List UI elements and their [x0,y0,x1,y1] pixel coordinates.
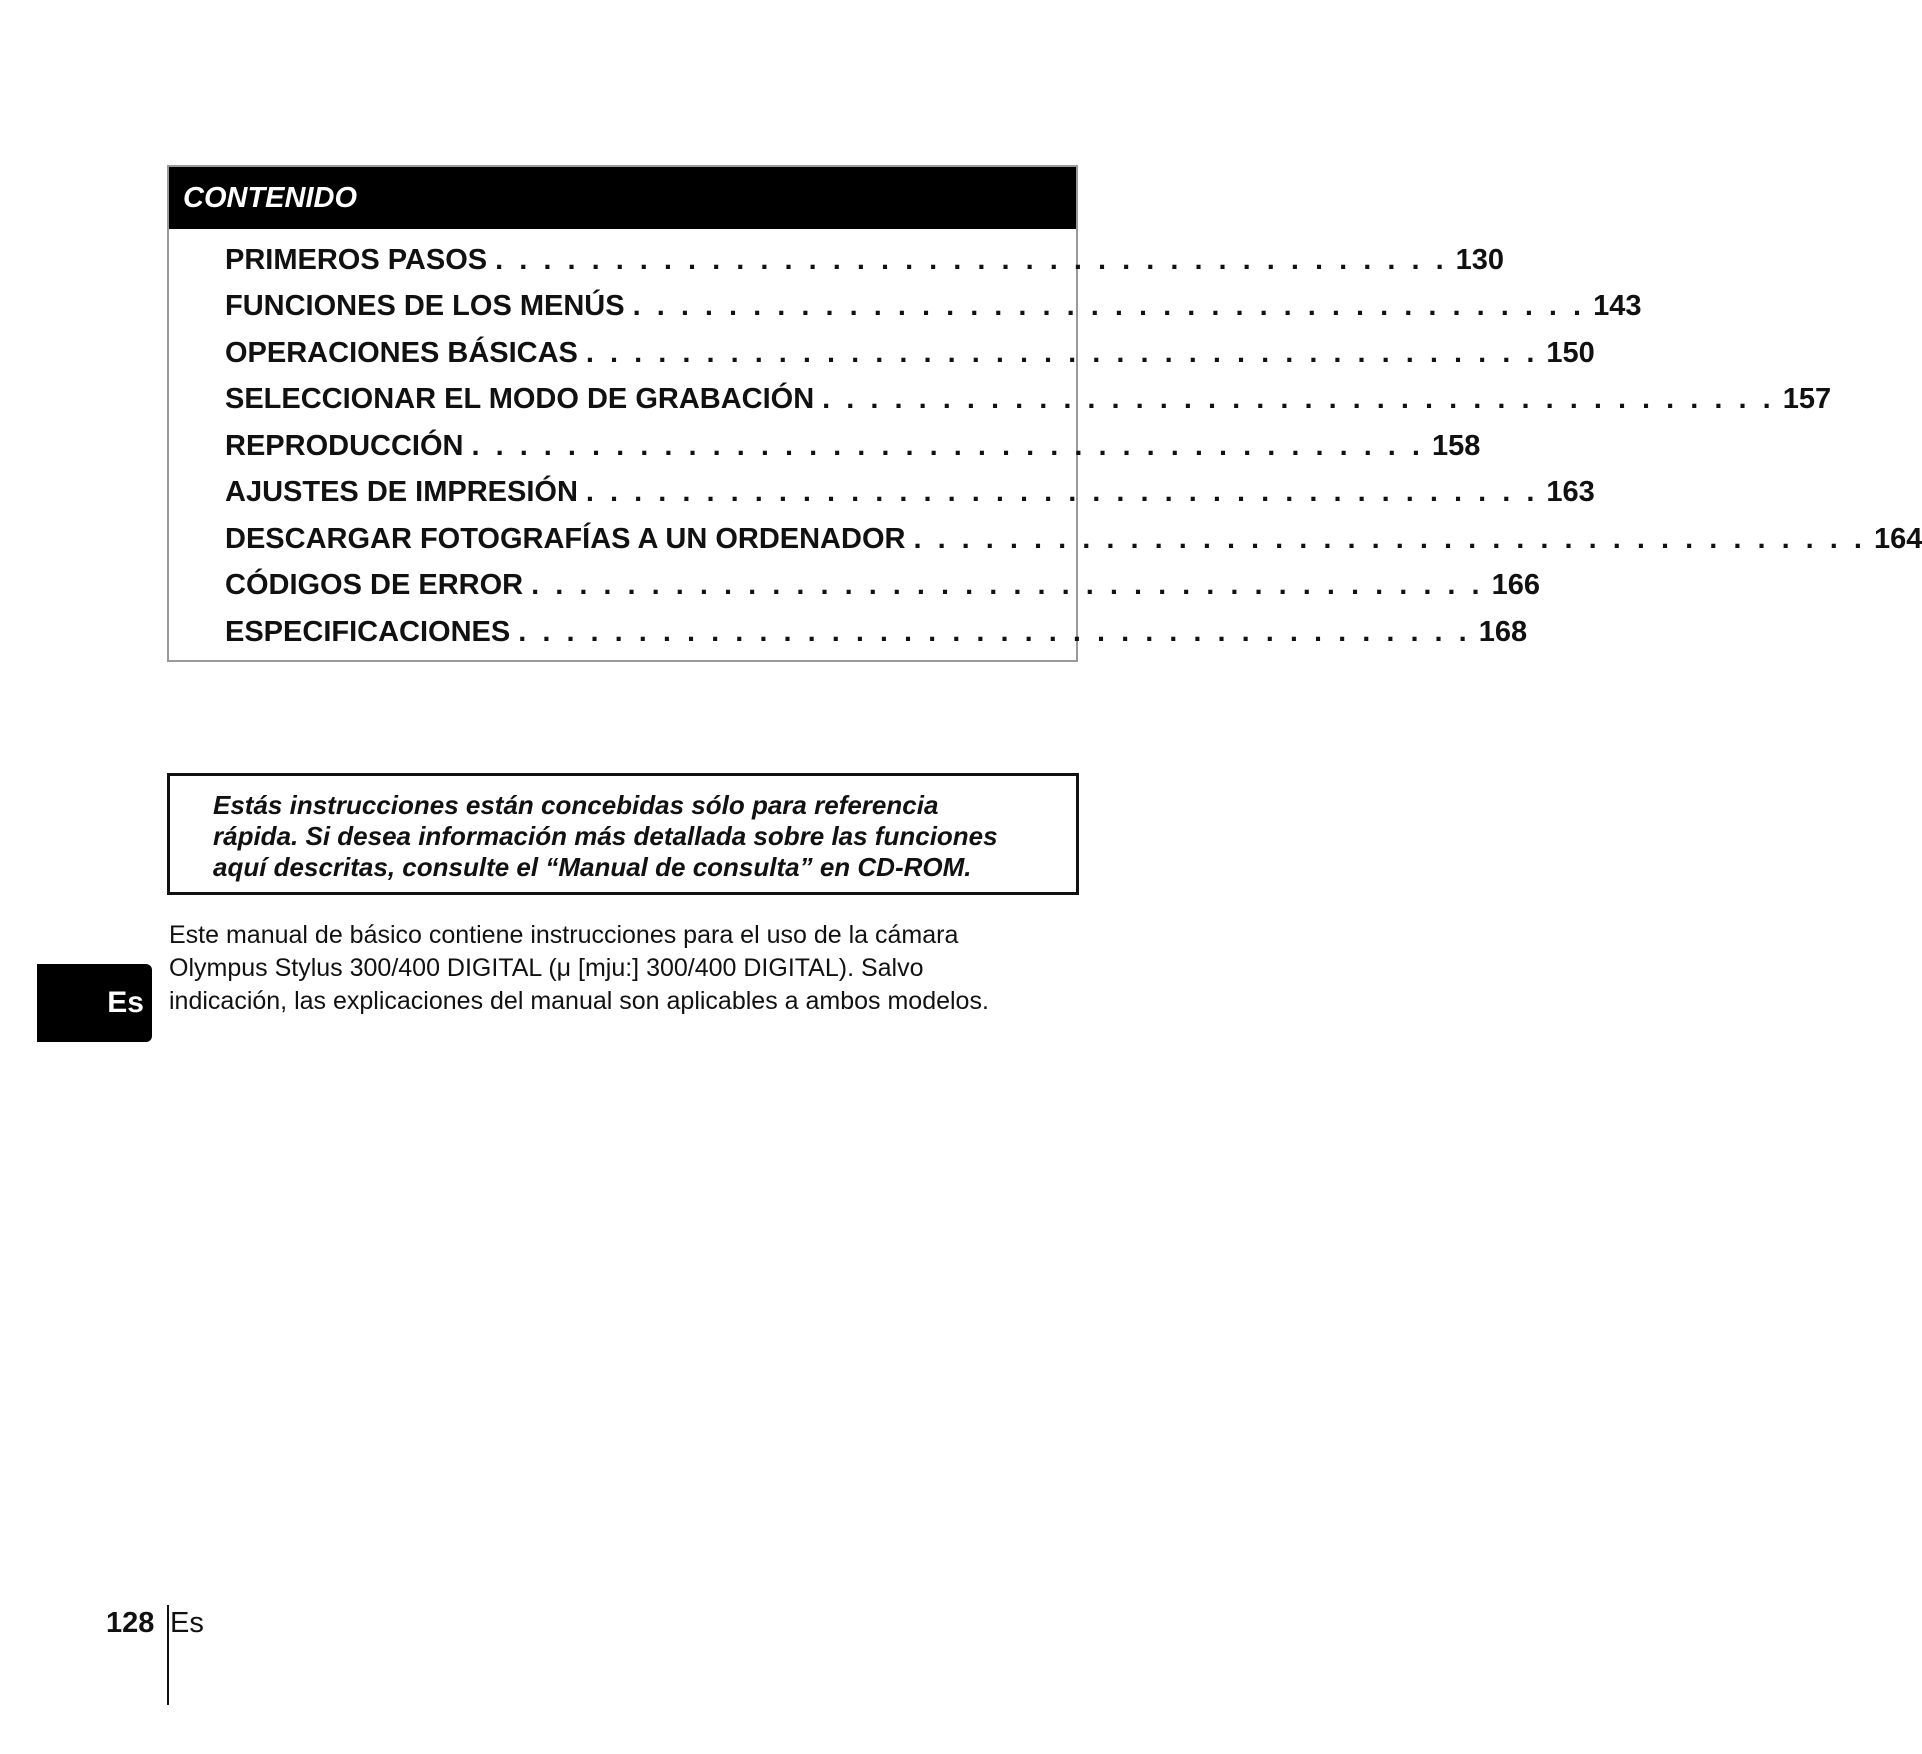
toc-entry-page: 130 [1455,243,1505,276]
toc-leader-dots: . . . . . . . . . . . . . . . . . . . . . . . . . . . . . . . . . . . . . . . . [822,383,1775,416]
toc-leader-dots: . . . . . . . . . . . . . . . . . . . . . . . . . . . . . . . . . . . . . . . . [632,290,1586,323]
toc-entry[interactable] [169,237,1505,284]
language-tab: Es [37,964,152,1042]
toc-entry-page: 143 [1593,290,1642,323]
toc-entry-title: FUNCIONES DE LOS MENÚS [225,290,625,323]
footer-language: Es [170,1607,204,1639]
intro-paragraph [169,919,1089,1018]
toc-entry[interactable] [169,330,1595,377]
toc-entry-page: 158 [1431,429,1481,462]
toc-entry[interactable] [169,516,1922,563]
table-of-contents [167,165,1922,662]
toc-entry[interactable] [169,609,1528,656]
toc-entry[interactable] [169,470,1595,517]
toc-entry[interactable] [169,563,1540,610]
intro-line: Olympus Stylus 300/400 DIGITAL (μ [mju:] 300/400 DIGITAL). Salvo [169,954,924,982]
toc-entry-title: ESPECIFICACIONES [225,615,511,648]
toc-entry-title: AJUSTES DE IMPRESIÓN [225,476,578,509]
note-line: Estás instrucciones están concebidas sólo para referencia [213,790,939,820]
footer-divider [167,1605,169,1705]
reference-note [167,773,1079,895]
toc-leader-dots: . . . . . . . . . . . . . . . . . . . . . . . . . . . . . . . . . . . . . . . . [518,615,1471,648]
toc-entry[interactable] [169,284,1642,331]
toc-leader-dots: . . . . . . . . . . . . . . . . . . . . . . . . . . . . . . . . . . . . . . . . [585,476,1539,509]
toc-heading: CONTENIDO [169,167,1076,229]
toc-entry-title: CÓDIGOS DE ERROR [225,569,524,602]
toc-leader-dots: . . . . . . . . . . . . . . . . . . . . . . . . . . . . . . . . . . . . . . . . [585,336,1539,369]
toc-entry-page: 150 [1546,336,1595,369]
intro-line: Este manual de básico contiene instrucciones para el uso de la cámara [169,921,959,949]
toc-entry-title: OPERACIONES BÁSICAS [225,336,578,369]
toc-entry-title: REPRODUCCIÓN [225,429,464,462]
toc-entry[interactable] [169,423,1481,470]
toc-entry-page: 166 [1491,569,1540,602]
toc-entry-page: 164 [1873,522,1922,555]
toc-entry-title: PRIMEROS PASOS [225,243,488,276]
toc-entry-page: 157 [1782,383,1832,416]
page-number: 128 [106,1607,155,1639]
toc-entry[interactable] [169,377,1832,424]
note-line: rápida. Si desea información más detallada sobre las funciones [213,821,998,851]
toc-leader-dots: . . . . . . . . . . . . . . . . . . . . . . . . . . . . . . . . . . . . . . . . [531,569,1484,602]
toc-entry-page: 168 [1478,615,1528,648]
toc-leader-dots: . . . . . . . . . . . . . . . . . . . . . . . . . . . . . . . . . . . . . . . . [495,243,1448,276]
intro-line: indicación, las explicaciones del manual son aplicables a ambos modelos. [169,987,989,1015]
toc-entry-title: SELECCIONAR EL MODO DE GRABACIÓN [225,383,815,416]
toc-leader-dots: . . . . . . . . . . . . . . . . . . . . . . . . . . . . . . . . . . . . . . . . [913,522,1866,555]
toc-leader-dots: . . . . . . . . . . . . . . . . . . . . . . . . . . . . . . . . . . . . . . . . [471,429,1424,462]
toc-entry-page: 163 [1546,476,1595,509]
toc-entry-title: DESCARGAR FOTOGRAFÍAS A UN ORDENADOR [225,522,906,555]
toc-list [169,229,1922,656]
note-line: aquí descritas, consulte el “Manual de consulta” en CD-ROM. [213,852,972,882]
